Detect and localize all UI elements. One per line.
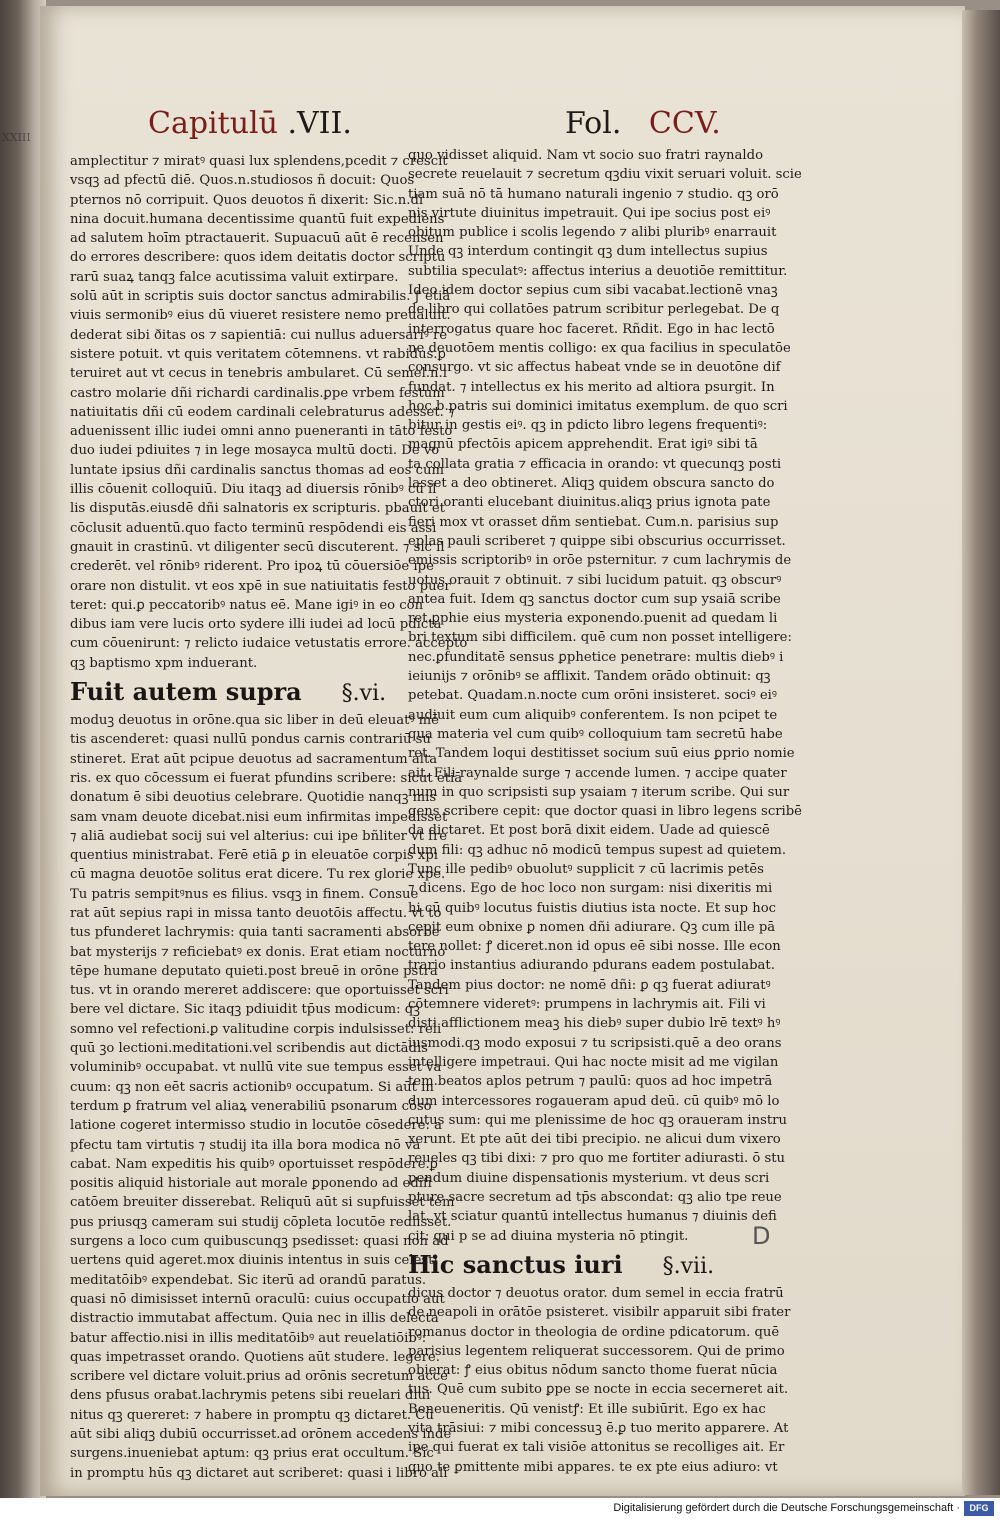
text-line: Tu patris sempitꝰnus es filius. vsqꝫ in finem. Consue (70, 886, 419, 902)
text-line: batur affectio.nisi in illis meditatōibꝰ aut reuelatiōibꝰ: (70, 1330, 427, 1346)
text-line: parisius legentem reliquerat successorem. Qui de primo (408, 1343, 785, 1359)
text-line: luntate ipsius dñi cardinalis sanctus thomas ad eos cum (70, 462, 444, 478)
text-line: da dictaret. Et post borā dixit eidem. Uade ad quiescē (408, 823, 770, 839)
text-line: stineret. Erat aūt pcipue deuotus ad sacramentum alta (70, 751, 438, 767)
text-line: rat aūt sepius rapi in missa tanto deuotōis affectu. vt to (70, 905, 442, 921)
text-line: pture sacre secretum ad tp̄s abscondat: qꝫ alio tpe reue (408, 1190, 782, 1206)
text-line: terdum ꝑ fratrum vel aliaꝝ venerabiliū psonarum cōso (70, 1098, 432, 1114)
text-line: castro molarie dñi richardi cardinalis.ꝑpe vrbem festum (70, 385, 445, 401)
text-line: cōtemnere videretꝰ: prumpens in lachrymis ait. Fili vi (408, 997, 766, 1013)
section-heading-vii (408, 1248, 720, 1284)
text-line: consurgo. vt sic affectus habeat vnde se in deuotōne dif (408, 360, 781, 376)
text-line: reueles qꝫ tibi dixi: ⁊ pro quo me fortiter adiurasti. ō stu (408, 1151, 786, 1167)
text-line: sam vnam deuote dicebat.nisi eum infirmitas impedisset (70, 809, 448, 825)
section-vii-mark: §.vii. (662, 1253, 715, 1279)
text-line: tem.beatos aplos petrum ⁊ paulū: quos ad hoc impetrā (408, 1074, 773, 1090)
text-line: tus. vt in orando mereret addiscere: que oportuisset scri (70, 983, 449, 999)
text-line: positis aliquid historiale aut morale ꝑponendo ad edifi (70, 1176, 432, 1192)
text-line: iusmodi.qꝫ modo exposui ⁊ tu scripsisti.quē a deo orans (408, 1035, 782, 1051)
text-line: petebat. Quadam.n.nocte cum orōni insisteret. sociꝰ eiꝰ (408, 688, 777, 704)
text-line: teruiret aut vt cecus in tenebris ambularet. Cū semel.n.i (70, 366, 447, 382)
text-line: do errores describere: quos idem deitatis doctor scriptu (70, 250, 446, 266)
text-line: bere vel dictare. Sic itaqꝫ pdiuidit tp̄us modicum: qꝫ (70, 1002, 420, 1018)
section-vii-title: Hic sanctus iuri (408, 1249, 623, 1279)
text-line: amplectitur ⁊ miratꝰ quasi lux splendens,pcedit ⁊ crescit (70, 154, 448, 169)
text-line: voluminibꝰ occupabat. vt nullū vite sue tempus esset va (70, 1060, 442, 1076)
text-column-left (70, 152, 468, 1483)
text-line: dum intercessores rogaueram apud deū. cū quibꝰ mō lo (408, 1093, 780, 1109)
text-line: crederēt. vel rōnibꝰ riderent. Pro ipoꝝ tū cōuersiōe ipe (70, 559, 434, 575)
text-line: quas impetrasset orando. Quotiens aūt studere. legere. (70, 1349, 440, 1365)
text-line: dicus doctor ⁊ deuotus orator. dum semel in eccia fratrū (408, 1285, 784, 1301)
text-line: lasset a deo obtineret. Aliqꝫ quidem obscura sancto do (408, 476, 775, 492)
text-line: pfectu tam virtutis ⁊ studij ita illa bora modica nō va (70, 1137, 421, 1153)
text-line: in promptu hūs qꝫ dictaret aut scriberet: quasi i libro ali (70, 1465, 448, 1481)
text-line: distractio immutabat affectum. Quia nec in illis delecta (70, 1311, 439, 1327)
text-line: sistere potuit. vt quis veritatem cōtemnens. vt rabidus.ꝑ (70, 346, 446, 362)
text-line: ta collata gratia ⁊ efficacia in orando: vt quecunqꝫ posti (408, 456, 782, 472)
text-line: dum fili: qꝫ adhuc nō modicū tempus supest ad quietem. (408, 842, 787, 858)
text-line: latione cogeret intermisso studio in locutōe cōsedere: a (70, 1118, 442, 1134)
text-line: cit: qui p se ad diuina mysteria nō ptingit. (408, 1228, 689, 1244)
text-line: xerunt. Et pte aūt dei tibi precipio. ne alicui dum vixero (408, 1132, 781, 1148)
text-line: fieri mox vt orasset dñm sentiebat. Cum.n. parisius sup (408, 514, 779, 530)
text-line: tēpe humane deputato quieti.post breuē in orōne pstra (70, 963, 438, 979)
footer-credit: Digitalisierung gefördert durch die Deutsche Forschungsgemeinschaft · (613, 1502, 960, 1514)
text-line: cū magna deuotōe solitus erat dicere. Tu rex glorie xpe. (70, 867, 446, 883)
text-line: cuum: qꝫ non eēt sacris actionibꝰ occupatum. Si aūt in (70, 1079, 434, 1095)
text-line: Ideo idem doctor sepius cum sibi vacabat.lectionē vnaꝫ (408, 283, 778, 299)
text-line: ad salutem hoīm ptractauerit. Supuacuū aūt ē recensen (70, 231, 444, 247)
text-line: Unde qꝫ interdum contingit qꝫ dum intellectus supius (408, 244, 768, 260)
text-line: subtilia speculatꝰ: affectus interius a deuotiōe remittitur. (408, 263, 788, 279)
text-line: surgens a loco cum quibuscunqꝫ psedisset: quasi non ad (70, 1234, 449, 1250)
text-line: illis cōuenit colloquiū. Diu itaqꝫ ad diuersis rōnibꝰ cū il (70, 482, 437, 498)
running-head-chapter (148, 106, 352, 141)
text-line: magnū pfectōis apicem apprehendit. Erat igiꝰ sibi tā (408, 437, 758, 453)
text-line: bitur in gestis eiꝰ. qꝫ in pdicto libro legens frequentiꝰ: (408, 418, 768, 434)
text-line: dens pfusus orabat.lachrymis petens sibi reuelari diui (70, 1388, 431, 1404)
text-line: orare non distulit. vt eos xpē in sue natiuitatis festo puer (70, 578, 451, 594)
text-line: ieiunijs ⁊ orōnibꝰ se afflixit. Tandem orādo obtinuit: qꝫ (408, 669, 771, 685)
text-line: nina docuit.humana decentissime quantū fuit expediens (70, 211, 445, 227)
folio-caption: Fol. (565, 106, 622, 141)
text-line: rarū suaꝝ tanqꝫ falce acutissima valuit extirpare. (70, 269, 399, 285)
page-edge (962, 10, 1000, 1495)
text-line: uotus orauit ⁊ obtinuit. ⁊ sibi lucidum patuit. qꝫ obscurꝰ (408, 572, 782, 588)
text-line: hi cū quibꝰ locutus fuistis diutius ista nocte. Et sup hoc (408, 900, 777, 916)
text-line: aūt sibi aliqꝫ dubiū occurrisset.ad orōnem accedens inde (70, 1427, 452, 1442)
text-line: pendum diuine dispensationis mysterium. vt deus scri (408, 1170, 770, 1186)
text-line: qꝫ baptismo xpm induerant. (70, 655, 258, 671)
text-line: meditatōibꝰ expendebat. Sic iterū ad orandū paratus. (70, 1272, 427, 1288)
text-line: ait. Fili raynalde surge ⁊ accende lumen. ⁊ accipe quater (408, 765, 787, 781)
text-column-right (408, 146, 802, 1477)
running-head-folio (565, 106, 721, 141)
text-line: uertens quid ageret.mox diuinis intentus in suis celesti (70, 1253, 438, 1269)
text-line: dederat sibi ðitas os ⁊ sapientiā: cui nullus aduersariꝰ re (70, 327, 448, 343)
text-line: qua materia vel cum quibꝰ colloquium tam secretū habe (408, 726, 783, 742)
text-line: Tunc ille pedibꝰ obuolutꝰ supplicit ⁊ cū lacrimis petēs (408, 861, 764, 877)
left-column-lines-before (70, 152, 468, 673)
text-line: cum cōuenirunt: ⁊ relicto iudaice vetustatis errore. accepto (70, 636, 468, 652)
text-line: vsqꝫ ad pfectū diē. Quos.n.studiosos ñ docuit: Quos (70, 173, 415, 189)
text-line: nec.ꝑfunditatē sensus ꝑphetice penetrare: multis diebꝰ i (408, 649, 784, 665)
text-line: obitum publice i scolis legendo ⁊ alibi pluribꝰ enarrauit (408, 225, 777, 241)
section-heading-vi (70, 675, 387, 711)
text-line: catōem breuiter disserebat. Reliquū aūt si supfuisset tem (70, 1195, 455, 1211)
text-line: fundat. ⁊ intellectus ex his merito ad altiora psurgit. In (408, 379, 775, 395)
chapter-caption: Capitulū (148, 106, 278, 141)
text-line: nis virtute diuinitus impetrauit. Qui ipe socius post eiꝰ (408, 205, 771, 221)
text-line: disti afflictionem meaꝫ his diebꝰ super dubio lrē textꝰ hꝰ (408, 1016, 781, 1032)
text-line: quū ꝫo lectioni.meditationi.vel scribendis aut dictādis (70, 1041, 428, 1057)
text-line: bat mysterijs ⁊ reficiebatꝰ ex donis. Erat etiam nocturno (70, 944, 446, 960)
text-line: de neapoli in orātōe psisteret. visibilr apparuit sibi frater (408, 1305, 791, 1321)
text-line: quentius ministrabat. Ferē etiā ꝑ in eleuatōe corpis xpi (70, 848, 438, 864)
pencil-annotation: D (752, 1222, 771, 1250)
right-column-lines-after (408, 1284, 791, 1477)
text-line: quasi nō dimisisset internū oraculū: cuius occupatio aut (70, 1291, 445, 1307)
text-line: gens scribere cepit: que doctor quasi in libro legens scribē (408, 804, 802, 820)
text-line: ris. ex quo cōcessum ei fuerat pfundins scribere: sicut etiā (70, 770, 463, 786)
text-line: de libro qui collatōes patrum scribitur perlegebat. De q (408, 302, 780, 318)
text-line: duo iudei pdiuites ⁊ in lege mosayca multū docti. De vo (70, 443, 440, 459)
text-line: tus pfunderet lachrymis: quia tanti sacramenti absorbe (70, 925, 440, 941)
text-line: emissis scriptoribꝰ in orōe psternitur. ⁊ cum lachrymis de (408, 553, 792, 569)
text-line: gnauit in crastinū. vt diligenter secū discuterent. ⁊ sic il (70, 539, 445, 555)
text-line: aduenissent illic iudei omni anno pueneranti in tāto festo (70, 424, 453, 440)
text-line: Beneueneritis. Qū venistꝭ: Et ille subiūrit. Ego ex hac (408, 1401, 766, 1417)
text-line: trario instantius adiurando pdurans eadem postulabat. (408, 958, 775, 974)
text-line: pternos nō corripuit. Quos deuotos ñ dixerit: Sic.n.di (70, 192, 424, 208)
text-line: cutus sum: qui me plenissime de hoc qꝫ oraueram instru (408, 1112, 787, 1128)
text-line: donatum ē sibi deuotius celebrare. Quotidie nanqꝫ mis (70, 790, 437, 806)
text-line: quo te ꝑmittente mibi appares. te ex pte eius adiuro: vt (408, 1459, 778, 1475)
text-line: ⁊ aliā audiebat socij sui vel alterius: cui ipe bñliter vt fre (70, 828, 448, 844)
chapter-numeral: .VII. (287, 106, 352, 141)
text-line: num in quo scripsisti sup ysaiam ⁊ iterum scribe. Qui sur (408, 784, 790, 800)
text-line: solū aūt in scriptis suis doctor sanctus admirabilis. ꝭ etiā (70, 289, 451, 305)
text-line: ctori oranti elucebant diuinitus.aliqꝫ prius ignota pate (408, 495, 771, 511)
footer-bar (0, 1498, 1000, 1520)
text-line: audiuit eum cum aliquibꝰ conferentem. Is non pcipet te (408, 707, 778, 723)
right-column-lines-before (408, 146, 802, 1246)
text-line: moduꝫ deuotus in orōne.qua sic liber in deū eleuatꝰ mē (70, 713, 439, 729)
text-line: vita trāsiui: ⁊ mibi concessuꝫ ē.ꝑ tuo merito apparere. At (408, 1421, 789, 1436)
text-line: ⁊ dicens. Ego de hoc loco non surgam: nisi dixeritis mi (408, 881, 773, 897)
text-line: tere nollet: ꝭ diceret.non id opus eē sibi nosse. Ille econ (408, 939, 781, 955)
text-line: ret. Tandem loqui destitisset socium suū eius ꝑprio nomie (408, 746, 795, 762)
text-line: ret.ꝑphie eius mysteria exponendo.puenit ad quedam li (408, 611, 778, 627)
text-line: teret: qui.ꝑ peccatoribꝰ natus eē. Mane igiꝰ in eo con (70, 597, 424, 613)
text-line: viuis sermonibꝰ eius dū viueret resistere nemo preualuit. (70, 308, 451, 324)
dfg-logo-icon: DFG (964, 1501, 994, 1516)
text-line: eplas pauli scriberet ⁊ quippe sibi obscurius occurrisset. (408, 533, 786, 549)
text-line: pus priusqꝫ cameram sui studij cōpleta locutōe rediisset. (70, 1214, 452, 1230)
text-line: obierat: ꝭ eius obitus nōdum sancto thome fuerat nūcia (408, 1363, 778, 1379)
text-line: cepit eum obnixe ꝑ nomen dñi adiurare. Qꝫ cum ille pā (408, 919, 776, 935)
text-line: tiam suā nō tā humano naturali ingenio ⁊ studio. qꝫ orō (408, 186, 779, 202)
text-line: scribere vel dictare voluit.prius ad orōnis secretum acce (70, 1369, 448, 1385)
text-line: lat. vt sciatur quantū intellectus humanus ⁊ diuinis defi (408, 1209, 777, 1225)
left-column-lines-after (70, 711, 463, 1483)
section-vi-title: Fuit autem supra (70, 677, 302, 707)
text-line: romanus doctor in theologia de ordine pdicatorum. quē (408, 1324, 780, 1340)
text-line: quo vidisset aliquid. Nam vt socio suo fratri raynaldo (408, 148, 764, 163)
text-line: ipe qui fuerat ex tali visiōe attonitus se recolliges ait. Er (408, 1440, 785, 1456)
text-line: ne deuotōem mentis colligo: ex qua facilius in speculatōe (408, 340, 791, 356)
text-line: cabat. Nam expeditis his quibꝰ oportuisset respōdere.ꝑ (70, 1156, 438, 1172)
text-line: dibus iam vere lucis orto sydere illi iudei ad locū pdicta (70, 617, 442, 633)
spine-label: XXIII (2, 131, 31, 144)
text-line: cōclusit aduentū.quo facto terminū respōdendi eis assi (70, 520, 437, 536)
text-line: antea fuit. Idem qꝫ sanctus doctor cum sup ysaiā scribe (408, 591, 781, 607)
text-line: hoc.b.patris sui dominici imitatus exemplum. de quo scri (408, 398, 788, 414)
text-line: natiuitatis dñi cū eodem cardinali celebraturus adesset. ⁊ (70, 404, 455, 420)
folio-numeral: CCV. (648, 106, 721, 141)
text-line: tus. Quē cum subito ꝑpe se nocte in eccia secerneret ait. (408, 1382, 789, 1398)
section-vi-mark: §.vi. (341, 681, 387, 707)
text-line: intelligere impetraui. Qui hac nocte misit ad me vigilan (408, 1054, 779, 1070)
text-line: nitus qꝫ quereret: ⁊ habere in promptu qꝫ dictaret. Cū (70, 1407, 434, 1423)
text-line: secrete reuelauit ⁊ secretum qꝫdiu vixit seruari voluit. scie (408, 167, 802, 183)
text-line: somno vel refectioni.ꝑ valitudine corpis indulsisset: reli (70, 1021, 442, 1037)
text-line: tis ascenderet: quasi nullū pondus carnis contrariū su (70, 732, 431, 748)
text-line: lis disputās.eiusdē dñi salnatoris ex scripturis. pbauit et (70, 501, 445, 517)
text-line: interrogatus quare hoc faceret. Rñdit. Ego in hac lectō (408, 321, 775, 337)
text-line: surgens.inueniebat aptum: qꝫ prius erat occultum. Sic (70, 1446, 434, 1462)
text-line: Tandem pius doctor: ne nomē dñi: ꝑ qꝫ fuerat adiuratꝰ (408, 977, 771, 993)
text-line: bri textum sibi difficilem. quē cum non posset intelligere: (408, 630, 792, 646)
